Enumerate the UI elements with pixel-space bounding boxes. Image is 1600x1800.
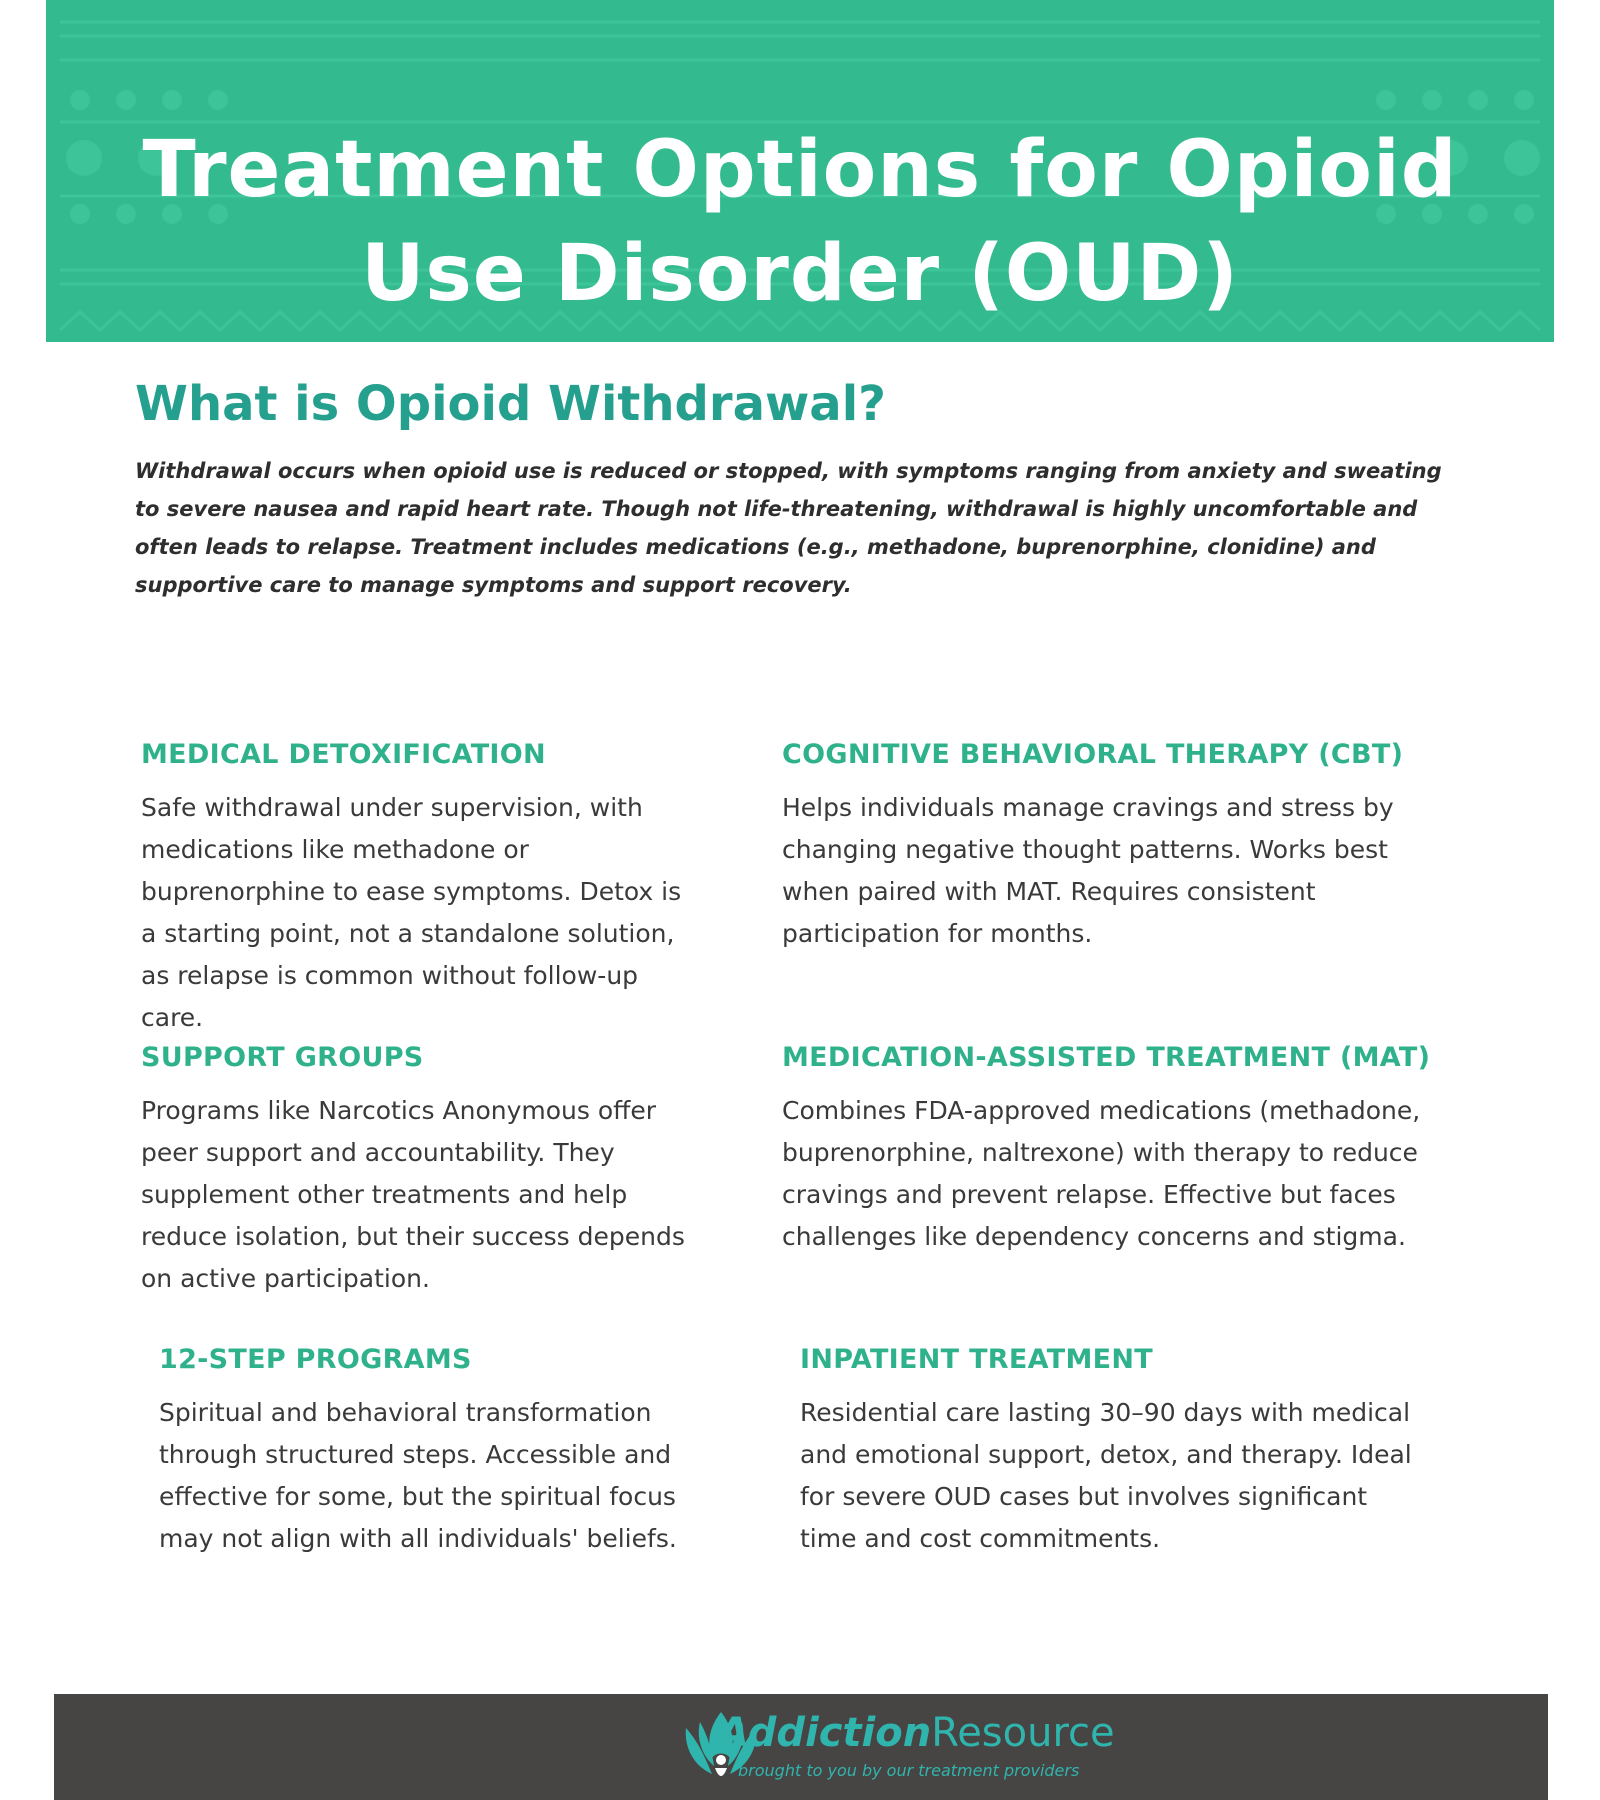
treatment-description: Spiritual and behavioral transformation through structured steps. Accessible and effective for some, but the spiritual focus may not align with all individuals' beliefs. — [159, 1398, 677, 1553]
treatment-card-support-groups — [141, 1040, 701, 1300]
treatment-title: INPATIENT TREATMENT — [800, 1344, 1153, 1375]
treatment-description: Programs like Narcotics Anonymous offer peer support and accountability. They supplement other treatments and help reduce isolation, but their success depends on active participation. — [141, 1096, 685, 1293]
section-body-withdrawal: Withdrawal occurs when opioid use is reduced or stopped, with symptoms ranging from anxiety and sweating to severe nausea and rapid heart rate. Though not life-threatening, withdrawal is highly uncomfortable and often leads to relapse. Treatment includes medications (e.g., methadone, buprenorphine, clonidine) and supportive care to manage symptoms and support recovery. — [135, 459, 1442, 597]
treatment-card-detox — [141, 737, 701, 1039]
page-title-line2: Use Disorder (OUD) — [361, 229, 1239, 319]
treatment-description: Helps individuals manage cravings and stress by changing negative thought patterns. Works best when paired with MAT. Requires consistent participation for months. — [782, 793, 1394, 948]
treatment-title: SUPPORT GROUPS — [141, 1042, 424, 1073]
header-banner — [46, 0, 1554, 342]
treatment-title: MEDICAL DETOXIFICATION — [141, 739, 546, 770]
treatment-card-cbt — [782, 737, 1462, 955]
brand-wordmark-part2: Resource — [931, 1710, 1115, 1756]
treatment-description: Residential care lasting 30–90 days with medical and emotional support, detox, and therapy. Ideal for severe OUD cases but involves significant time and cost commitments. — [800, 1398, 1412, 1553]
treatment-description: Combines FDA-approved medications (methadone, buprenorphine, naltrexone) with therapy to reduce cravings and prevent relapse. Effective but faces challenges like dependency concerns and stigma. — [782, 1096, 1421, 1251]
page-title-line1: Treatment Options for Opioid — [142, 125, 1458, 215]
treatment-description: Safe withdrawal under supervision, with medications like methadone or buprenorphine to ease symptoms. Detox is a starting point, not a standalone solution, as relapse is common without follow-up care. — [141, 793, 682, 1032]
brand-wordmark-part1: Addiction — [718, 1710, 932, 1756]
treatment-title: COGNITIVE BEHAVIORAL THERAPY (CBT) — [782, 739, 1404, 770]
brand-tagline: brought to you by our treatment providers — [738, 1761, 1080, 1780]
treatment-card-mat — [782, 1040, 1462, 1258]
treatment-title: MEDICATION-ASSISTED TREATMENT (MAT) — [782, 1042, 1431, 1073]
treatment-card-inpatient — [800, 1342, 1420, 1560]
brand-wordmark — [718, 1708, 1115, 1758]
treatment-title: 12-STEP PROGRAMS — [159, 1344, 472, 1375]
page-title — [46, 118, 1554, 326]
footer-bar — [54, 1694, 1548, 1800]
section-heading-withdrawal: What is Opioid Withdrawal? — [135, 376, 886, 432]
treatment-card-12-step — [159, 1342, 719, 1560]
